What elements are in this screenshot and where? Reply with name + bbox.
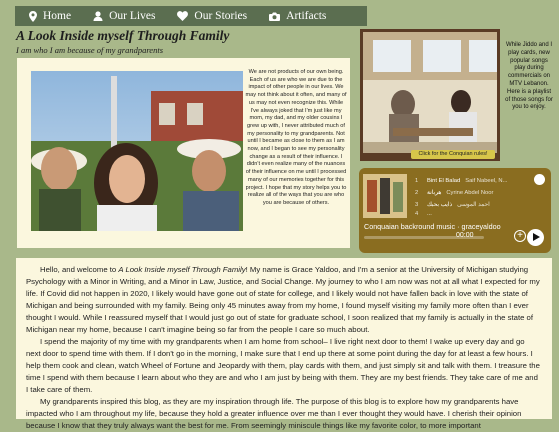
main-article xyxy=(16,258,552,430)
nav-label-home: Home xyxy=(43,10,72,22)
playlist-cover-art xyxy=(363,174,407,218)
intro-text: We are not products of our own being. Each of us are who we are due to the impact of other people in our lives. We may not think about it often, and many of us may not even recognize this. While I've always joked that I'm just like my mom, my dad, and my older cousins I grew up with, I never attributed much of my personality to my grandparents. Not until I became as close to them as I am now, and I began to see my personality change as a result of their influence. I didn't even realize many of the nuances of their influence on me until I processed many of our memories together for this project. I hope that my story helps you to realize all of the ways that you are who you are because of others. xyxy=(245,69,347,206)
playback-time: 00:00 xyxy=(456,232,474,239)
track-number: 2 xyxy=(415,190,419,196)
page-subtitle: I am who I am because of my grandparents xyxy=(16,45,163,55)
nav-item-our-stories[interactable] xyxy=(177,10,247,22)
article-text: ! My name is Grace Yaldoo, and I'm a senior at the University of Michigan studying Psychology with a Minor in Writing, and a Minor in Law, Justice, and Social Change. My journey to who I am now was not at all what I expected for my life. If Covid did not happen in 2020, I likely would have gone out of state for college, and I likely would not have fallen back in love with the state of Michigan and being surrounded with my family. Being only 45 minutes away from my home, I found myself visiting my family more often than I ever thought I would. While I reassured myself that I would just go out of state for graduate school, I soon realized that my family is actually in the state of Michigan near my home, because I can't imagine being so far from the people I care so much about. xyxy=(26,265,540,334)
nav-item-home[interactable] xyxy=(29,10,71,22)
map-pin-icon xyxy=(29,11,37,22)
card-game-illustration xyxy=(363,32,497,153)
family-selfie-illustration xyxy=(31,71,243,231)
add-icon[interactable]: + xyxy=(514,230,526,242)
person-icon xyxy=(93,11,103,21)
nav-label-our-lives: Our Lives xyxy=(109,10,156,22)
track-title: ذايب بحبك xyxy=(427,202,453,208)
track-row[interactable] xyxy=(415,200,539,210)
track-title: Bint El Balad xyxy=(427,178,461,184)
nav-label-artifacts: Artifacts xyxy=(286,10,327,22)
track-artist: Saif Nabeel, N... xyxy=(465,178,508,184)
heart-icon xyxy=(177,11,188,21)
nav-item-artifacts[interactable] xyxy=(269,10,326,22)
track-artist: احمد الموسى xyxy=(457,202,490,208)
conquian-photo-frame[interactable] xyxy=(360,29,500,161)
track-title: هربانة xyxy=(427,190,442,196)
track-artist: Cyrine Abdel Noor xyxy=(446,190,494,196)
track-row[interactable] xyxy=(415,176,539,186)
page-title: A Look Inside myself Through Family xyxy=(16,28,230,43)
track-number: 3 xyxy=(415,202,419,208)
track-row[interactable] xyxy=(415,211,539,217)
article-paragraph: I spend the majority of my time with my grandparents when I am home from school– I live right next door to them! I wake up every day and go next door to spend time with them. If I don't go in the morning, I make sure that I end up there at some point during the day for at least a few hours. I help them cook and clean, watch Wheel of Fortune and Jeopardy with them, play cards with them, and just simply sit and talk with them. I treasure the time I spend with them because I learn about who they are and who I am just by being with them. They are my best friends. They take care of me and I take care of them. xyxy=(26,337,540,394)
nav-label-our-stories: Our Stories xyxy=(194,10,248,22)
article-text: Hello, and welcome to xyxy=(40,265,119,274)
track-number: 1 xyxy=(415,178,419,184)
top-nav xyxy=(15,6,367,26)
article-paragraph xyxy=(26,264,540,336)
nav-item-our-lives[interactable] xyxy=(93,10,155,22)
camera-icon xyxy=(269,12,280,21)
play-button[interactable] xyxy=(527,229,544,246)
article-emphasis: A Look Inside myself Through Family xyxy=(118,265,246,274)
intro-section xyxy=(17,58,350,248)
playlist-note: While Jiddo and I play cards, new popular songs play during commercials on MTV Lebanon. Here is a playlist of those songs for you to enjoy. xyxy=(505,42,553,111)
article-paragraph: My grandparents inspired this blog, as they are my inspiration through life. The purpose of this blog is to explore how my grandparents have impacted who I am throughout my life, because they hold a greater influence over me than I ever thought they would have. I cherish their opinion because I know that they truly always want the best for me. From seemingly miniscule things like my favorite color, to more important xyxy=(26,397,522,430)
card-game-photo xyxy=(363,32,497,153)
family-selfie-photo xyxy=(31,71,243,231)
conquian-rules-link[interactable]: Click for the Conquian rules! xyxy=(411,150,495,159)
track-row[interactable] xyxy=(415,188,539,198)
spotify-logo-icon[interactable] xyxy=(534,174,545,185)
track-title: ... xyxy=(427,211,432,217)
playlist-name[interactable]: Conquaian backround music · graceyaldoo xyxy=(364,222,501,231)
track-number: 4 xyxy=(415,211,419,217)
spotify-embed xyxy=(359,168,551,253)
